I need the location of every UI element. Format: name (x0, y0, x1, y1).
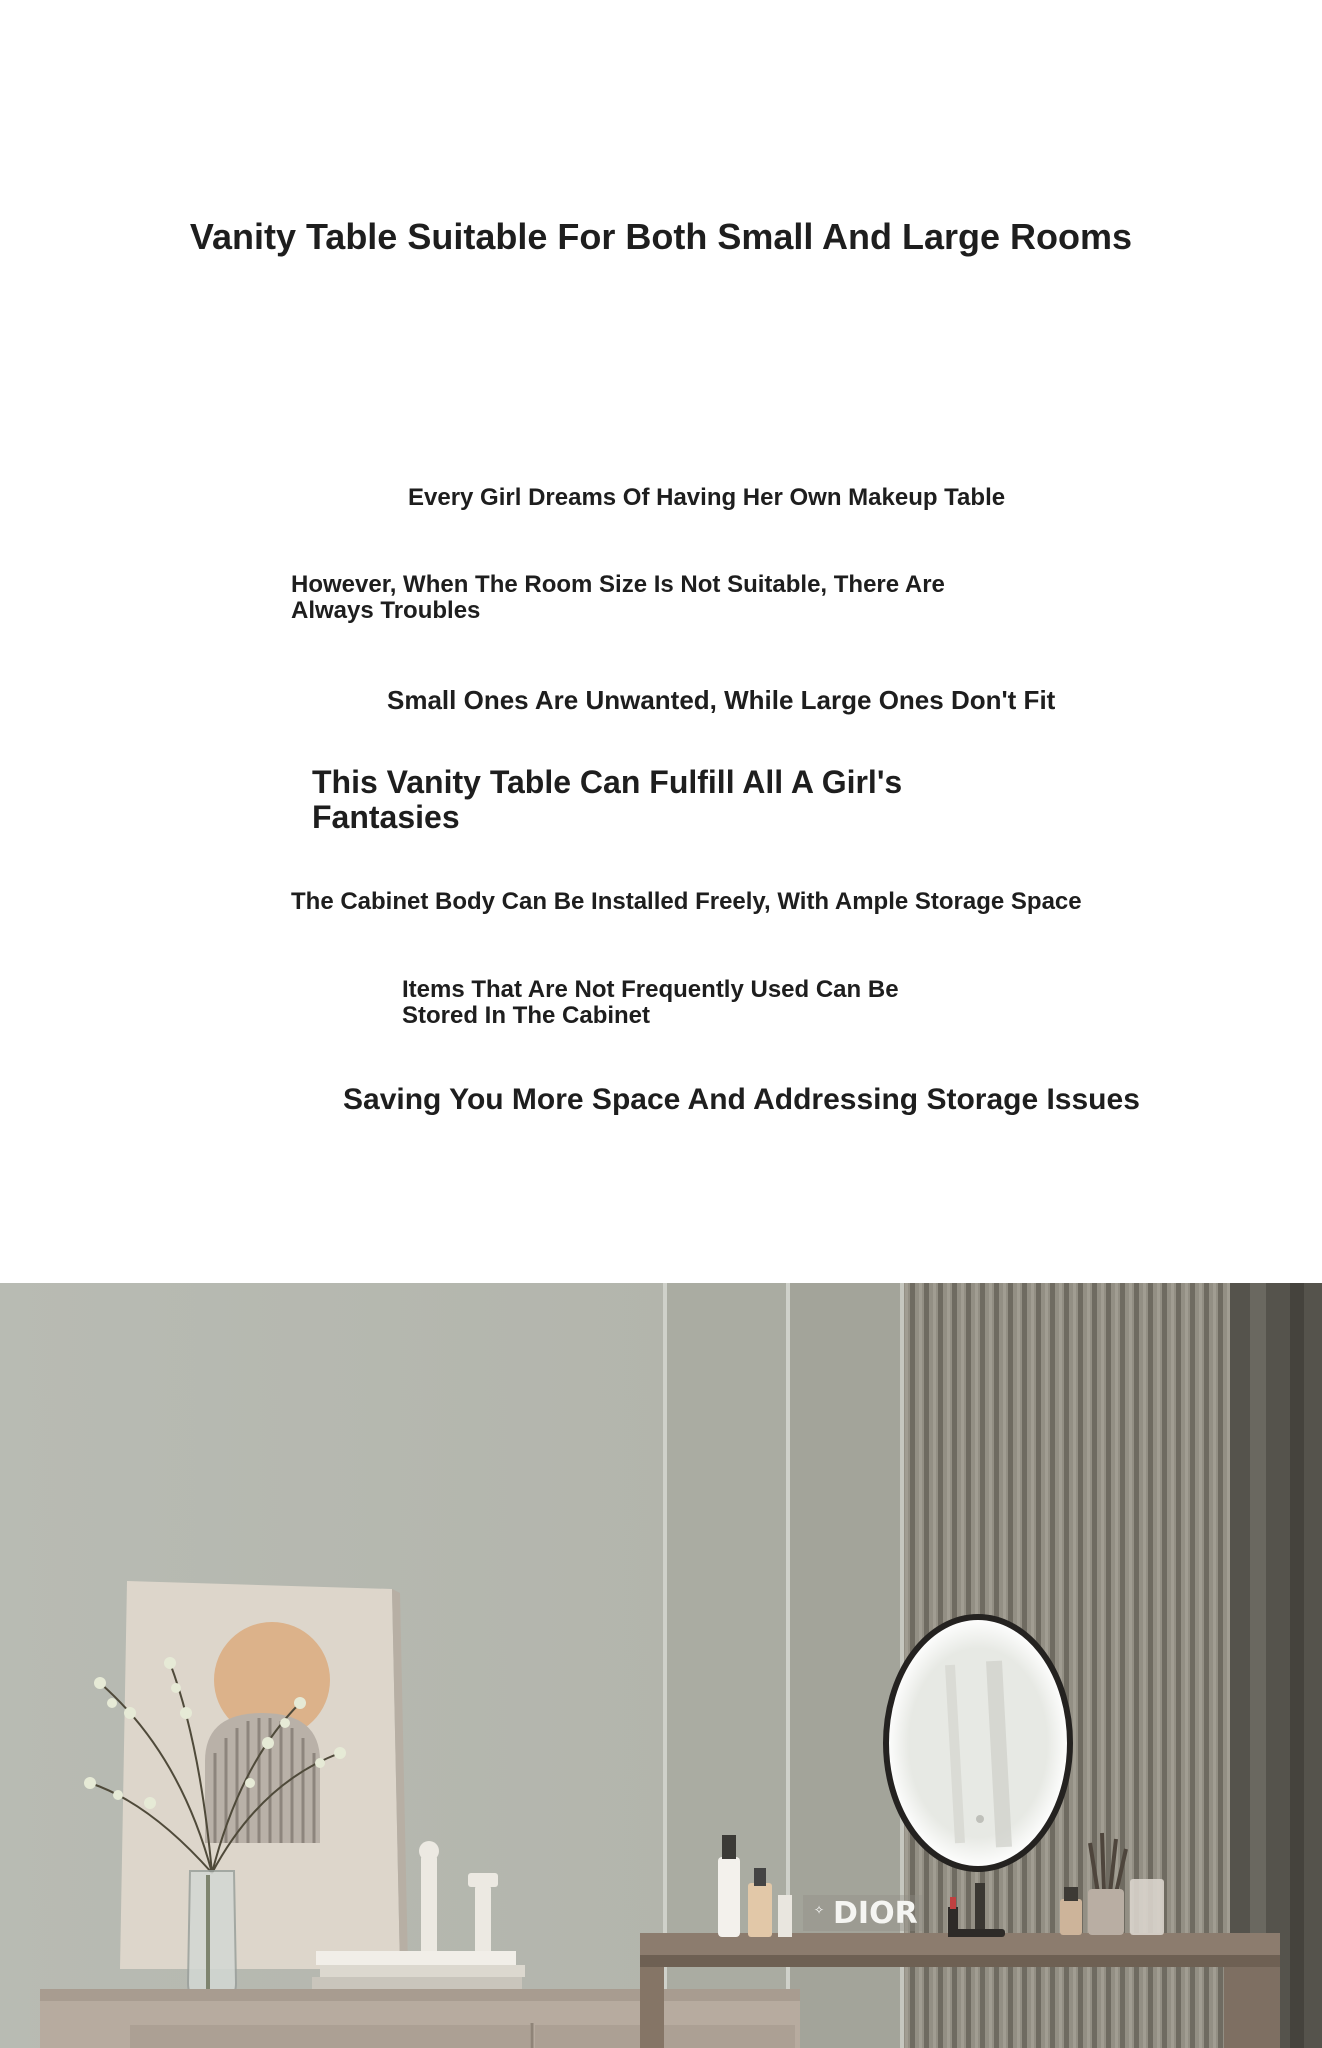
text-line-1: Every Girl Dreams Of Having Her Own Makeup Table (408, 484, 1006, 511)
text-line-3: Small Ones Are Unwanted, While Large Ones Don't Fit (387, 685, 1056, 715)
text-line-7: Saving You More Space And Addressing Storage Issues (343, 1083, 1140, 1116)
brand-sign (803, 1895, 923, 1931)
brand-sign-text: DIOR (833, 1896, 918, 1931)
text-line-6: Items That Are Not Frequently Used Can Be Stored In The Cabinet (402, 976, 899, 1029)
text-line-5: The Cabinet Body Can Be Installed Freely, With Ample Storage Space (291, 888, 1082, 915)
text-line-2: However, When The Room Size Is Not Suitable, There Are Always Troubles (291, 571, 945, 624)
text-line-4: This Vanity Table Can Fulfill All A Girl's Fantasies (312, 764, 903, 835)
page-title: Vanity Table Suitable For Both Small And Large Rooms (189, 216, 1133, 257)
wall-art-icon (120, 1581, 408, 1969)
svg-text:✧: ✧ (814, 1903, 825, 1917)
vanity-room-photo (0, 1283, 1322, 2048)
